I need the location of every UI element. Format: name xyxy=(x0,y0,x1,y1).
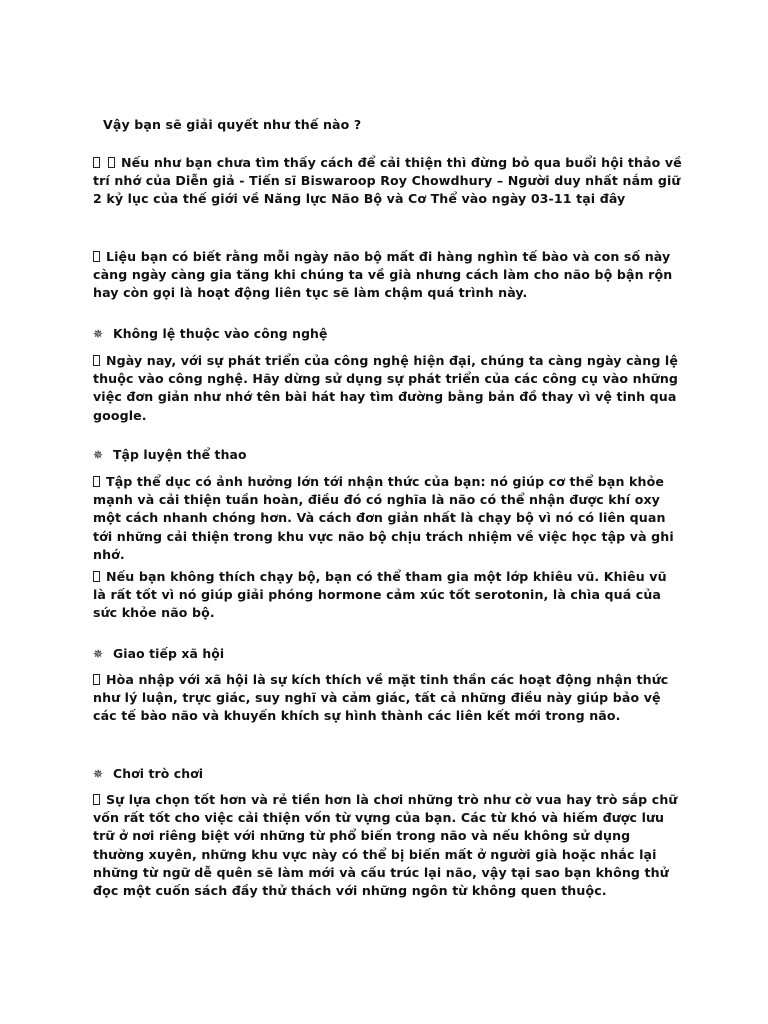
seminar-paragraph xyxy=(93,154,683,209)
section-heading-technology xyxy=(93,325,683,343)
box-glyph-icon xyxy=(93,251,100,262)
box-glyph-icon xyxy=(93,476,100,487)
section-heading-text: Không lệ thuộc vào công nghệ xyxy=(113,326,328,341)
brain-cells-text: Liệu bạn có biết rằng mỗi ngày não bộ mất đi hàng nghìn tế bào và con số này càng ngày càng gia tăng khi chúng ta về già nhưng cách làm cho não bộ bận rộn hay còn gọi là hoạt động liên tục sẽ làm chậm quá trình này. xyxy=(93,249,673,301)
sparkle-icon: ✵ xyxy=(93,448,104,462)
dance-paragraph xyxy=(93,568,683,623)
brain-cells-paragraph xyxy=(93,248,683,303)
section-heading-text: Chơi trò chơi xyxy=(113,766,204,781)
seminar-text: Nếu như bạn chưa tìm thấy cách để cải thiện thì đừng bỏ qua buổi hội thảo về trí nhớ của Diễn giả - Tiến sĩ Biswaroop Roy Chowdhury – Người duy nhất nắm giữ 2 kỷ lục của thế giới về Năng lực Não Bộ và Cơ Thể vào ngày 03-11 tại đây xyxy=(93,155,682,207)
section-heading-social xyxy=(93,645,683,663)
box-glyph-icon xyxy=(93,571,100,582)
section-heading-text: Giao tiếp xã hội xyxy=(113,646,225,661)
dance-text: Nếu bạn không thích chạy bộ, bạn có thể tham gia một lớp khiêu vũ. Khiêu vũ là rất tốt vì nó giúp giải phóng hormone cảm xúc tốt serotonin, là chìa quá của sức khỏe não bộ. xyxy=(93,569,667,621)
games-paragraph xyxy=(93,791,683,900)
intro-question: Vậy bạn sẽ giải quyết như thế nào ? xyxy=(103,117,362,132)
social-text: Hòa nhập với xã hội là sự kích thích về mặt tinh thần các hoạt động nhận thức như lý luận, trực giác, suy nghĩ và cảm giác, tất cả những điều này giúp bảo vệ các tế bào não và khuyến khích sự hình thành các liên kết mới trong não. xyxy=(93,672,669,724)
box-glyph-icon xyxy=(93,157,100,168)
section-heading-exercise xyxy=(93,446,683,464)
exercise-text: Tập thể dục có ảnh hưởng lớn tới nhận thức của bạn: nó giúp cơ thể bạn khỏe mạnh và cải thiện tuần hoàn, điều đó có nghĩa là não có thể nhận được khí oxy một cách nhanh chóng hơn. Và cách đơn giản nhất là chạy bộ vì nó có liên quan tới những cải thiện trong khu vực não bộ chịu trách nhiệm về việc học tập và ghi nhớ. xyxy=(93,474,674,562)
box-glyph-icon xyxy=(93,674,100,685)
exercise-paragraph xyxy=(93,473,683,564)
box-glyph-icon xyxy=(93,794,100,805)
box-glyph-icon xyxy=(108,157,115,168)
games-text: Sự lựa chọn tốt hơn và rẻ tiền hơn là chơi những trò như cờ vua hay trò sắp chữ vốn rất tốt cho việc cải thiện vốn từ vựng của bạn. Các từ khó và hiếm được lưu trữ ở nơi riêng biệt với những từ phổ biến trong não và nếu không sử dụng thường xuyên, những khu vực này có thể bị biến mất ở người già hoặc nhắc lại những từ ngữ dễ quên sẽ làm mới và cấu trúc lại não, vậy tại sao bạn không thử đọc một cuốn sách đầy thử thách với những ngôn từ không quen thuộc. xyxy=(93,792,678,899)
social-paragraph xyxy=(93,671,683,726)
box-glyph-icon xyxy=(93,355,100,366)
section-heading-games xyxy=(93,765,683,783)
technology-paragraph xyxy=(93,352,683,425)
section-heading-text: Tập luyện thể thao xyxy=(113,447,247,462)
sparkle-icon: ✵ xyxy=(93,647,104,661)
technology-text: Ngày nay, với sự phát triển của công nghệ hiện đại, chúng ta càng ngày càng lệ thuộc vào công nghệ. Hãy dừng sử dụng sự phát triển của các công cụ vào những việc đơn giản như nhớ tên bài hát hay tìm đường bằng bản đồ thay vì vệ tinh qua google. xyxy=(93,353,679,423)
sparkle-icon: ✵ xyxy=(93,327,104,341)
sparkle-icon: ✵ xyxy=(93,767,104,781)
